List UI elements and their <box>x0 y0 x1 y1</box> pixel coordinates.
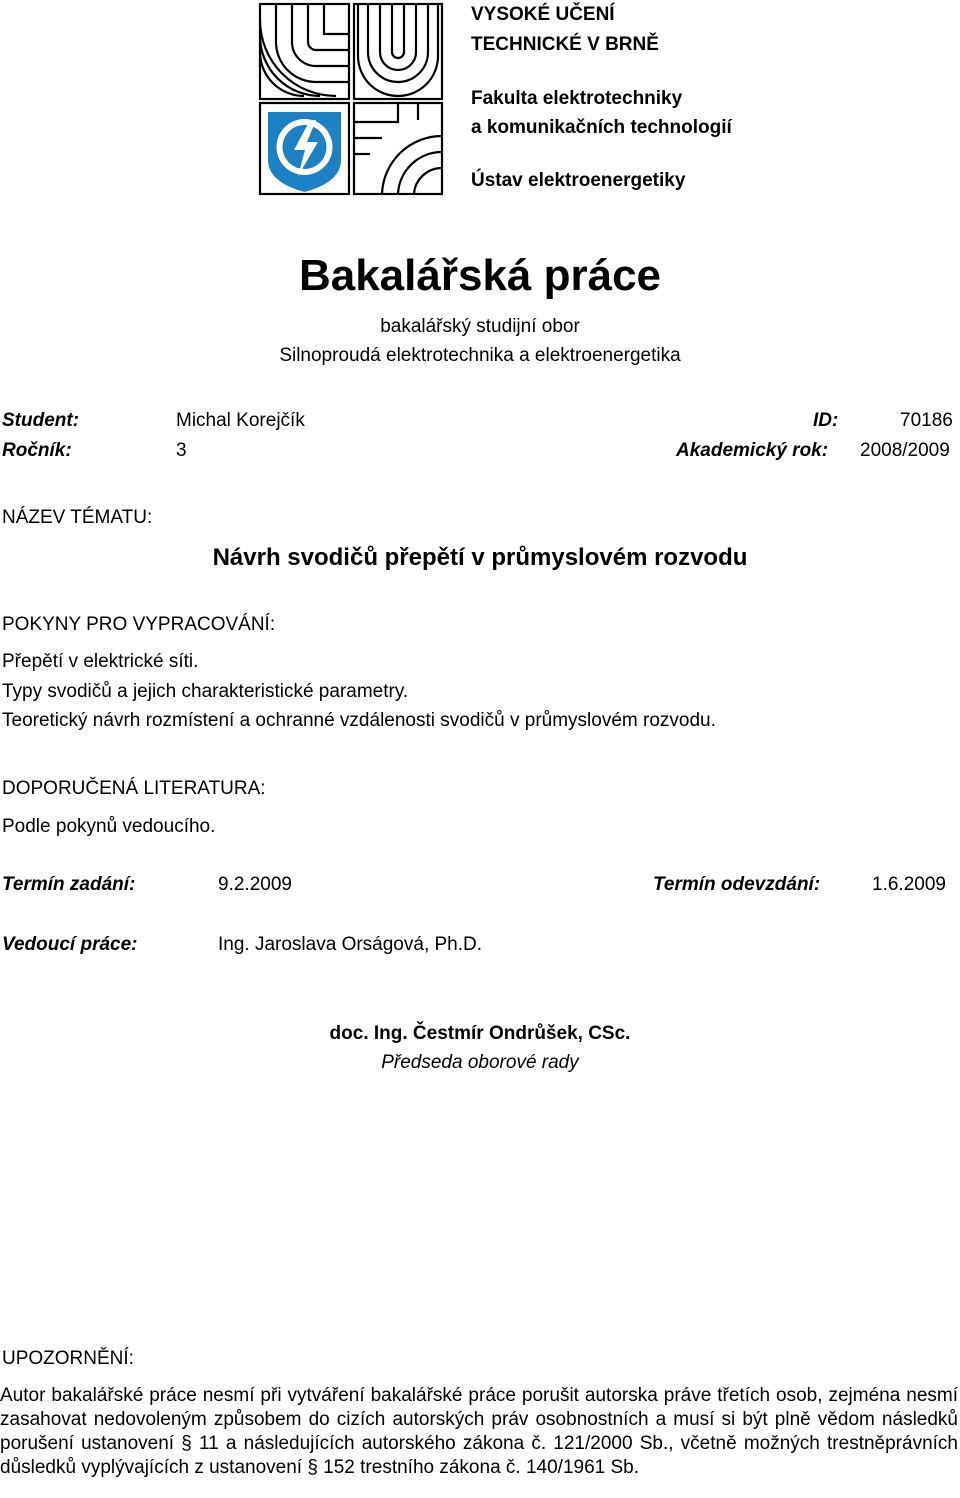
instruction-item: Přepětí v elektrické síti. <box>2 651 199 672</box>
topic-title: Návrh svodičů přepětí v průmyslovém rozvodu <box>212 544 748 571</box>
student-name: Michal Korejčík <box>176 410 305 431</box>
study-field: Silnoproudá elektrotechnika a elektroenergetika <box>279 345 681 366</box>
instruction-item: Teoretický návrh rozmístení a ochranné vzdálenosti svodičů v průmyslovém rozvodu. <box>2 710 716 731</box>
student-label: Student: <box>2 410 80 431</box>
literature-value: Podle pokynů vedoucího. <box>2 816 216 837</box>
university-name-line-1: VYSOKÉ UČENÍ <box>471 4 615 25</box>
instructions-label: POKYNY PRO VYPRACOVÁNÍ: <box>2 614 276 635</box>
submission-date-value: 1.6.2009 <box>872 874 946 895</box>
assignment-date-label: Termín zadání: <box>2 874 136 895</box>
faculty-name-line-2: a komunikačních technologií <box>471 117 732 138</box>
document-title: Bakalářská práce <box>298 251 662 300</box>
academic-year-label: Akademický rok: <box>676 440 829 461</box>
study-type: bakalářský studijní obor <box>380 316 580 337</box>
university-logo-icon <box>258 2 444 196</box>
chair-name: doc. Ing. Čestmír Ondrůšek, CSc. <box>329 1023 631 1044</box>
literature-label: DOPORUČENÁ LITERATURA: <box>2 778 266 799</box>
chair-role: Předseda oborové rady <box>381 1052 579 1073</box>
assignment-date-value: 9.2.2009 <box>218 874 292 895</box>
warning-text: Autor bakalářské práce nesmí při vytváření bakalářské práce porušit autorska práve třetích osob, zejména nesmí zasahovat nedovoleným způsobem do cizích autorských práv osobnostních a musí si být plně vědom následků porušení ustanovení § 11 a následujících autorského zákona č. 121/2000 Sb., včetně možných trestněprávních důsledků vyplývajících z ustanovení § 152 trestního zákona č. 140/1961 Sb. <box>0 1385 958 1478</box>
academic-year-value: 2008/2009 <box>860 440 950 461</box>
department-name: Ústav elektroenergetiky <box>471 170 686 191</box>
year-label: Ročník: <box>2 440 72 461</box>
faculty-name-line-1: Fakulta elektrotechniky <box>471 88 683 109</box>
year-value: 3 <box>176 440 187 461</box>
instruction-item: Typy svodičů a jejich charakteristické parametry. <box>2 681 409 702</box>
submission-date-label: Termín odevzdání: <box>653 874 821 895</box>
university-name-line-2: TECHNICKÉ V BRNĚ <box>471 34 659 55</box>
warning-label: UPOZORNĚNÍ: <box>2 1348 134 1369</box>
id-value: 70186 <box>900 410 953 431</box>
supervisor-name: Ing. Jaroslava Orságová, Ph.D. <box>218 934 483 955</box>
topic-label: NÁZEV TÉMATU: <box>2 507 153 528</box>
id-label: ID: <box>813 410 839 431</box>
supervisor-label: Vedoucí práce: <box>2 934 138 955</box>
